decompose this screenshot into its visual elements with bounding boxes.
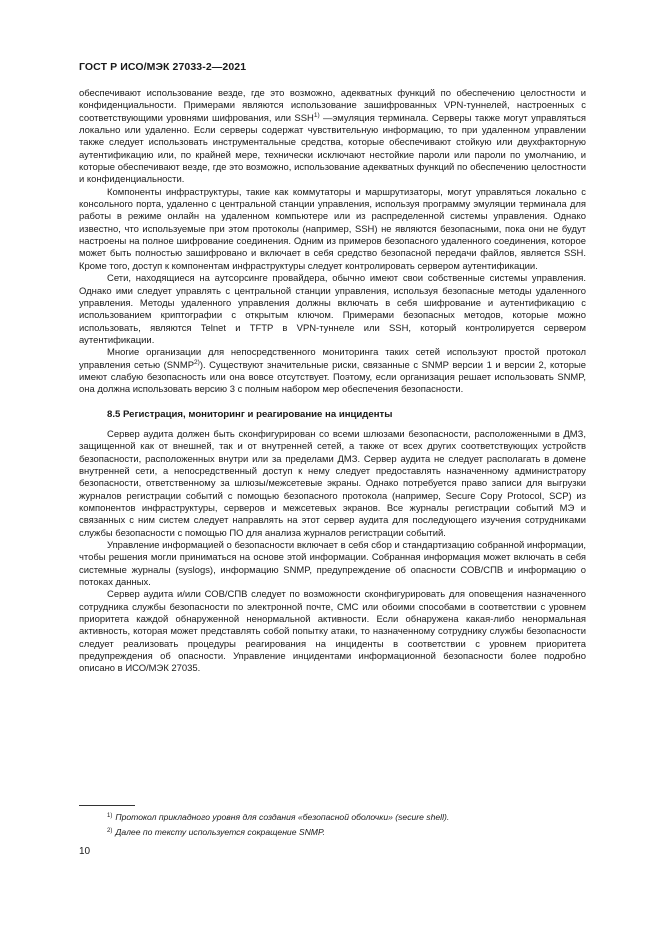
footnote: $^{2)}$ Далее по тексту используется сокращение SNMP. <box>107 827 325 837</box>
footnote-divider <box>79 805 135 806</box>
paragraph: обеспечивают использование везде, где это возможно, адекватных функций по обеспечению целостности и конфиденциальности. Примерами являются использование зашифрованных VPN-туннелей, настроенных с соответствующими уровнями шифрования, или SSH$^{1)}$ —эмуляция терминала. Серверы также могут управляться локально или удаленно. Если серверы содержат чувствительную информацию, то при удаленном управлении также следует использовать инструментальные средства, которые обеспечивают стойкую или двухфакторную аутентификацию или, по крайней мере, технически исключают нестойкие пароли или пароли по умолчанию, и которые обеспечивают везде, где это возможно, использование адекватных функций по обеспечению целостности и конфиденциальности. <box>79 88 586 186</box>
page-number: 10 <box>79 846 91 857</box>
paragraph: Многие организации для непосредственного мониторинга таких сетей используют простой протокол управления сетью (SNMP$^{2)}$). Существуют значительные риски, связанные с SNMP версии 1 и версии 2, которые имеют слабую безопасность или она вовсе отсутствует. Поэтому, если организация решает использовать SNMP, она должна использовать версию 3 с полным набором мер обеспечения безопасности. <box>79 347 586 396</box>
paragraph: Управление информацией о безопасности включает в себя сбор и стандартизацию собранной информации, чтобы решения могли приниматься на основе этой информации. Собранная информация может включать в себя системные журналы (syslogs), информацию SNMP, предупреждение об опасности СОВ/СПВ и информацию о потоках данных. <box>79 540 586 589</box>
paragraph: Компоненты инфраструктуры, такие как коммутаторы и маршрутизаторы, могут управляться локально с консольного порта, удаленно с центральной станции управления, используя программу эмуляции терминала для работы в режиме онлайн на удаленном компьютере или из распределенной системы управления. Однако известно, что используемые при этом протоколы (например, SSH) не являются безопасными, пока они не будут настроены на полное шифрование соединения. Одним из примеров безопасного удаленного соединения, которое может быть полностью зашифровано и включает в себя средство безопасной передачи файлов, является SSH. Кроме того, доступ к компонентам инфраструктуры следует контролировать сервером аутентификации. <box>79 186 586 272</box>
paragraph: Сервер аудита должен быть сконфигурирован со всеми шлюзами безопасности, расположенными в ДМЗ, защищенной как от внешней, так и от внутренней сетей, а также от всех других соответствующих устройств безопасности, расположенных внутри или за пределами ДМЗ. Сервер аудита не следует располагать в домене внутренней сети, а непосредственный доступ к нему следует предоставлять назначенному администратору безопасности, ответственному за шлюзы/межсетевые экраны. Однако потребуется право записи для выгрузки журналов регистрации событий с помощью безопасного протокола (например, Secure Copy Protocol, SCP) из компонентов инфраструктуры, серверов и межсетевых экранов. Все журналы регистрации событий МЭ и связанных с ним систем следует направлять на этот сервер аудита для последующего изучения сотрудниками службы безопасности с помощью ПО для анализа журналов регистрации событий. <box>79 428 586 539</box>
document-header: ГОСТ Р ИСО/МЭК 27033-2—2021 <box>79 61 247 73</box>
section-heading: 8.5 Регистрация, мониторинг и реагирование на инциденты <box>107 408 393 420</box>
footnote: $^{1)}$ Протокол прикладного уровня для создания «безопасной оболочки» (secure shell). <box>107 812 450 822</box>
paragraph: Сервер аудита и/или СОВ/СПВ следует по возможности сконфигурировать для оповещения назначенного сотрудника службы безопасности по электронной почте, СМС или обоими способами в соответствии с уровнем приоритета каждой обнаруженной ненормальной активности. Если обнаружена какая-либо ненормальная активность, которая может представлять собой попытку атаки, то назначенному сотруднику службы безопасности следует реализовать процедуры реагирования на инциденты в соответствии с уровнем приоритета предупреждения об опасности. Управление инцидентами информационной безопасности более подробно описано в ИСО/МЭК 27035. <box>79 589 586 675</box>
footnote-ref: 2) <box>194 358 200 366</box>
footnotes <box>79 810 586 840</box>
document-body <box>79 88 586 676</box>
footnote-ref: 1) <box>313 111 320 119</box>
paragraph: Сети, находящиеся на аутсорсинге провайдера, обычно имеют свои собственные системы управления. Однако ими следует управлять с центральной станции управления, используя безопасные методы удаленного управления. Методы удаленного управления должны включать в себя шифрование и аутентификацию с использованием криптографии с открытым ключом. Примерами безопасных методов, которые можно использовать, являются Telnet и TFTP в VPN-туннеле или SSH, который контролируется сервером аутентификации. <box>79 273 586 346</box>
